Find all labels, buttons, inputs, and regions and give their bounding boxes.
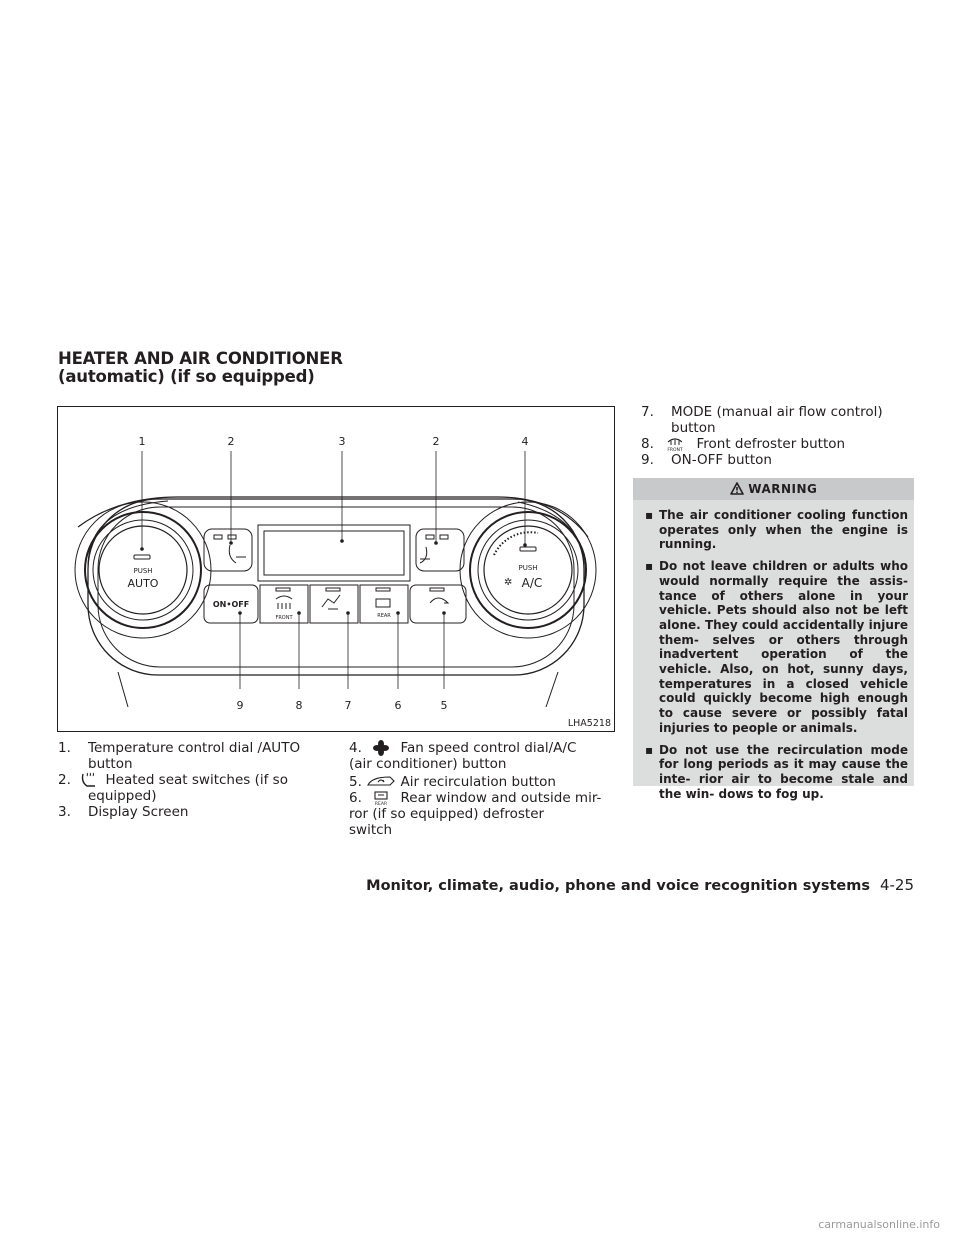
front-label: FRONT <box>275 615 293 621</box>
callout-2-left: 2 <box>227 435 235 448</box>
callout-9: 9 <box>236 699 244 712</box>
callout-5: 5 <box>440 699 448 712</box>
climate-panel-figure <box>57 406 615 732</box>
warning-list <box>633 500 914 801</box>
callout-4: 4 <box>521 435 529 448</box>
ac-label: A/C <box>521 576 543 590</box>
warning-heading: WARNING <box>633 478 914 500</box>
figure-code: LHA5218 <box>567 718 611 729</box>
legend-item-2: 2. Heated seat switches (if so equipped) <box>58 772 288 804</box>
chapter-title: Monitor, climate, audio, phone and voice recognition systems <box>366 878 870 894</box>
warning-item-1: ▪ The air conditioner cooling function operates only when the engine is running. <box>645 508 908 552</box>
legend-column-1 <box>58 740 308 820</box>
legend-item-7: 7. MODE (manual air flow control) button <box>641 404 883 436</box>
section-title-line2: (automatic) (if so equipped) <box>58 367 315 386</box>
svg-text:✲: ✲ <box>504 577 513 588</box>
push-label-right: PUSH <box>518 564 538 572</box>
page-number: 4-25 <box>879 876 914 894</box>
front-defroster-icon <box>658 436 692 452</box>
warning-triangle-icon <box>730 482 744 495</box>
display-screen <box>258 525 410 581</box>
callout-8: 8 <box>295 699 303 712</box>
svg-text:REAR: REAR <box>375 802 388 806</box>
callout-3: 3 <box>338 435 346 448</box>
watermark: carmanualsonline.info <box>818 1218 940 1231</box>
warning-item-2: ▪ Do not leave children or adults who would normally require the assis- tance of others alone in your vehicle. Pets should also not be left alone. They could accidentally injure them- selves or others through inadvertent operation of the vehicle. Also, on hot, sunny days, temperatures in a closed vehicle could quickly become high enough to cause severe or possibly fatal injuries to people or animals. <box>645 559 908 735</box>
rear-label: REAR <box>377 613 391 619</box>
recirculation-icon <box>366 775 396 789</box>
legend-item-3: 3. Display Screen <box>58 804 189 820</box>
auto-label: AUTO <box>127 577 159 590</box>
callout-7: 7 <box>344 699 352 712</box>
fan-icon <box>366 740 396 756</box>
warning-box <box>633 478 914 801</box>
push-label-left: PUSH <box>133 567 153 575</box>
climate-panel-illustration <box>58 407 614 731</box>
legend-item-1: 1. Temperature control dial /AUTO button <box>58 740 301 772</box>
section-title <box>58 350 343 386</box>
legend-column-3 <box>641 404 913 468</box>
legend-item-9: 9. ON-OFF button <box>641 452 772 468</box>
rear-defroster-icon <box>366 790 396 806</box>
legend-item-4: 4. Fan speed control dial/A/C (air conditioner) button <box>349 740 577 772</box>
svg-text:FRONT: FRONT <box>667 448 683 452</box>
warning-item-3: ▪ Do not use the recirculation mode for long periods as it may cause the inte- rior air to become stale and the win- dows to fog up. <box>645 742 908 801</box>
callout-1: 1 <box>138 435 146 448</box>
page-footer <box>366 876 914 894</box>
legend-item-6: 6. REAR Rear window and outside mir- ror (if so equipped) defroster switch <box>349 790 602 838</box>
legend-item-8: 8. FRONT Front defroster button <box>641 436 846 452</box>
legend-item-5: 5. Air recirculation button <box>349 774 556 790</box>
heated-seat-icon <box>75 772 99 788</box>
legend-column-2 <box>349 740 611 838</box>
callout-6: 6 <box>394 699 402 712</box>
callout-2-right: 2 <box>432 435 440 448</box>
section-title-line1: HEATER AND AIR CONDITIONER <box>58 349 343 368</box>
on-off-label: ON•OFF <box>212 600 250 609</box>
